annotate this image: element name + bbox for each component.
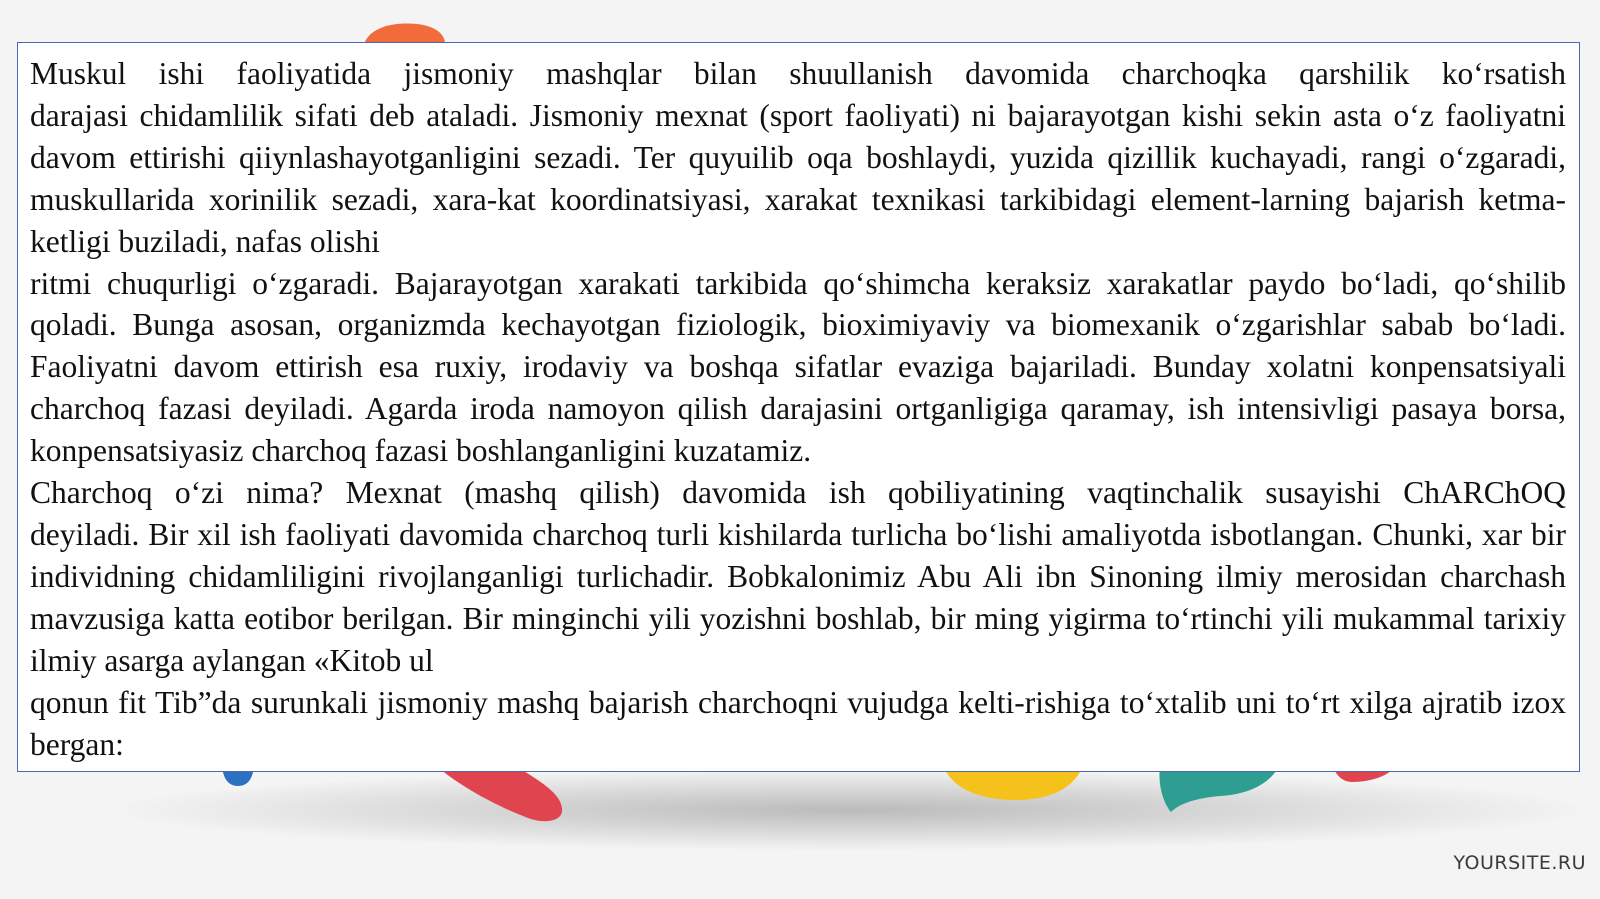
paragraph-5: deyiladi. Bir xil ish faoliyati davomida charchoq turli kishilarda turlicha bo‘lishi amaliyotda isbotlangan. Chunki, xar bir individning chidamliligini rivojlanganligi turlichadir. Bobkalonimiz Abu Ali ibn Sinoning ilmiy merosidan charchash mavzusiga katta eotibor berilgan. Bir minginchi yili yozishni boshlab, bir ming yigirma to‘rtinchi yili mukammal tarixiy ilmiy asarga aylangan «Kitob ul [30,516,1566,678]
paragraph-2: darajasi chidamlilik sifati deb ataladi. Jismoniy mexnat (sport faoliyati) ni bajarayotgan kishi sekin asta o‘z faoliyatni davom ettirishi qiiynlashayotganligini sezadi. Ter quyuilib oqa boshlaydi, yuzida qizillik kuchayadi, rangi o‘zgaradi, muskullarida xorinilik sezadi, xara-kat koordinatsiyasi, xarakat texnikasi tarkibidagi element-larning bajarish ketma-ketligi buziladi, nafas olishi [30,97,1566,259]
watermark-logo: YOURSITE.RU [1453,852,1586,874]
paragraph-3: ritmi chuqurligi o‘zgaradi. Bajarayotgan xarakati tarkibida qo‘shimcha keraksiz xarakatlar paydo bo‘ladi, qo‘shilib qoladi. Bunga asosan, organizmda kechayotgan fiziologik, bioximiyaviy va biomexanik o‘zgarishlar sabab bo‘ladi. Faoliyatni davom ettirish esa ruxiy, irodaviy va boshqa sifatlar evaziga bajariladi. Bunday xolatni konpensatsiyali charchoq fazasi deyiladi. Agarda iroda namoyon qilish darajasini ortganligiga qaramay, ish intensivligi pasaya borsa, konpensatsiyasiz charchoq fazasi boshlanganligini kuzatamiz. [30,265,1566,469]
paragraph-6: qonun fit Tib”da surunkali jismoniy mashq bajarish charchoqni vujudga kelti-rishiga to‘xtalib uni to‘rt xilga ajratib izox bergan: [30,684,1566,762]
text-content-box [17,42,1580,772]
paragraph-4: Charchoq o‘zi nima? Mexnat (mashq qilish) davomida ish qobiliyatining vaqtinchalik susayishi ChARChOQ [30,475,1566,511]
paragraph-1: Muskul ishi faoliyatida jismoniy mashqlar bilan shuullanish davomida charchoqka qarshilik ko‘rsatish [30,56,1566,91]
